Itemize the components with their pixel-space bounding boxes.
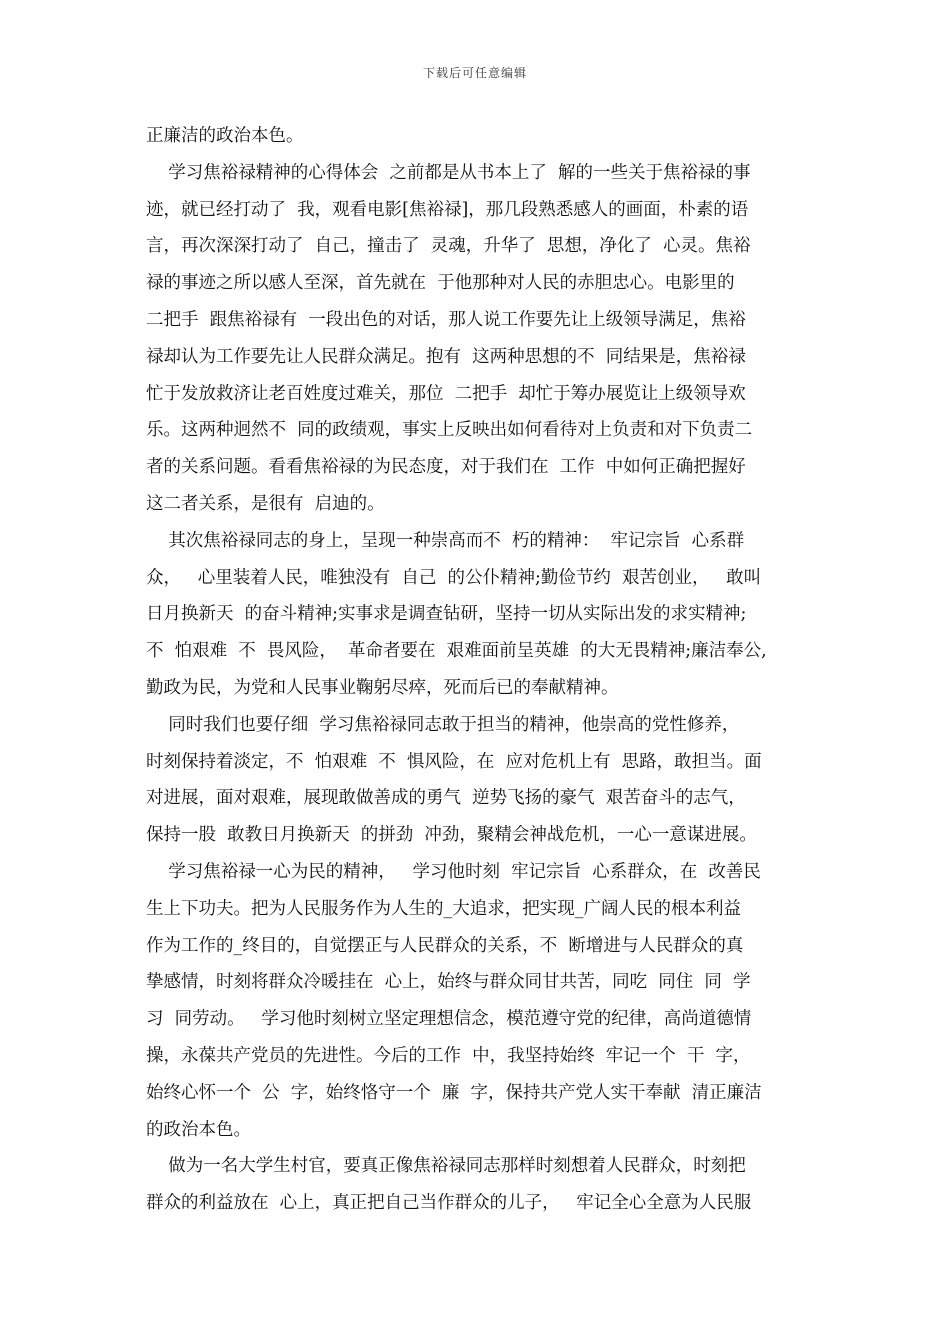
text-line: 禄却认为工作要先让人民群众满足。抱有 这两种思想的不 同结果是，焦裕禄 bbox=[146, 346, 746, 367]
text-line: 禄的事迹之所以感人至深，首先就在 于他那种对人民的赤胆忠心。电影里的 bbox=[146, 273, 735, 294]
text-line: 其次焦裕禄同志的身上，呈现一种崇高而不 朽的精神： 牢记宗旨 心系群 bbox=[146, 530, 745, 551]
text-line: 操，永葆共产党员的先进性。今后的工作 中，我坚持始终 牢记一个 干 字， bbox=[146, 1045, 751, 1066]
text-line: 迹，就已经打动了 我，观看电影[焦裕禄]，那几段熟悉感人的画面，朴素的语 bbox=[146, 199, 749, 220]
text-line: 正廉洁的政治本色。 bbox=[146, 126, 304, 146]
text-line: 忙于发放救济让老百姓度过难关，那位 二把手 却忙于筹办展览让上级领导欢 bbox=[146, 383, 746, 404]
text-line: 群众的利益放在 心上，真正把自己当作群众的儿子， 牢记全心全意为人民服 bbox=[146, 1193, 752, 1214]
text-line: 乐。这两种迥然不 同的政绩观，事实上反映出如何看待对上负责和对下负责二 bbox=[146, 420, 753, 441]
text-line: 对进展，面对艰难，展现敢做善成的勇气 逆势飞扬的豪气 艰苦奋斗的志气， bbox=[146, 788, 746, 809]
text-line: 时刻保持着淡定，不 怕艰难 不 惧风险，在 应对危机上有 思路，敢担当。面 bbox=[146, 751, 762, 772]
text-line: 言，再次深深打动了 自己，撞击了 灵魂，升华了 思想，净化了 心灵。焦裕 bbox=[146, 236, 751, 257]
document-body bbox=[146, 118, 814, 1222]
text-line: 做为一名大学生村官，要真正像焦裕禄同志那样时刻想着人民群众，时刻把 bbox=[146, 1156, 746, 1177]
text-line: 者的关系问题。看看焦裕禄的为民态度，对于我们在 工作 中如何正确把握好 bbox=[146, 457, 746, 478]
text-line: 这二者关系，是很有 启迪的。 bbox=[146, 493, 385, 514]
text-line: 同时我们也要仔细 学习焦裕禄同志敢于担当的精神，他崇高的党性修养， bbox=[146, 714, 740, 735]
text-line: 的政治本色。 bbox=[146, 1119, 251, 1140]
text-line: 二把手 跟焦裕禄有 一段出色的对话，那人说工作要先让上级领导满足，焦裕 bbox=[146, 309, 746, 330]
text-line: 学习焦裕禄精神的心得体会 之前都是从书本上了 解的一些关于焦裕禄的事 bbox=[146, 162, 751, 183]
text-line: 挚感情，时刻将群众冷暖挂在 心上，始终与群众同甘共苦，同吃 同住 同 学 bbox=[146, 972, 751, 993]
text-line: 日月换新天 的奋斗精神;实事求是调查钻研，坚持一切从实际出发的求实精神; bbox=[146, 604, 747, 625]
text-line: 学习焦裕禄一心为民的精神， 学习他时刻 牢记宗旨 心系群众，在 改善民 bbox=[146, 861, 761, 882]
text-line: 众， 心里装着人民，唯独没有 自己 的公仆精神;勤俭节约 艰苦创业， 敢叫 bbox=[146, 567, 762, 588]
text-line: 习 同劳动。 学习他时刻树立坚定理想信念，模范遵守党的纪律，高尚道德情 bbox=[146, 1009, 752, 1030]
text-line: 生上下功夫。把为人民服务作为人生的_大追求，把实现_广阔人民的根本利益 bbox=[146, 898, 741, 919]
text-line: 始终心怀一个 公 字，始终恪守一个 廉 字，保持共产党人实干奉献 清正廉洁 bbox=[146, 1082, 762, 1103]
text-line: 作为工作的_终目的，自觉摆正与人民群众的关系，不 断增进与人民群众的真 bbox=[146, 935, 744, 956]
text-line: 勤政为民，为党和人民事业鞠躬尽瘁，死而后已的奉献精神。 bbox=[146, 677, 619, 698]
text-line: 不 怕艰难 不 畏风险， 革命者要在 艰难面前呈英雄 的大无畏精神;廉洁奉公, bbox=[146, 641, 767, 662]
page-header: 下载后可任意编辑 bbox=[422, 66, 527, 80]
text-line: 保持一股 敢教日月换新天 的拼劲 冲劲，聚精会神战危机，一心一意谋进展。 bbox=[146, 825, 757, 846]
